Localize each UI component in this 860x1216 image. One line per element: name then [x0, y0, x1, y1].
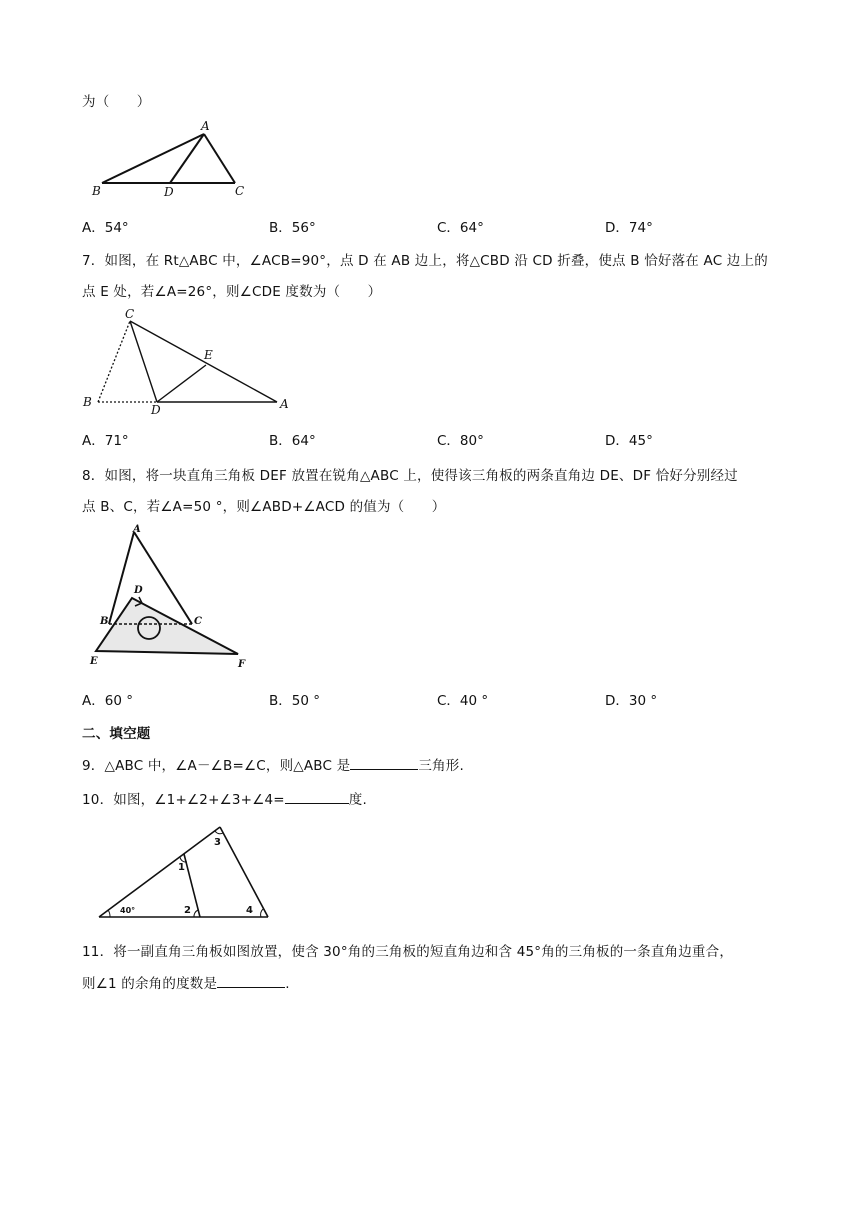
q7-stem-line2: 点 E 处，若∠A=26°，则∠CDE 度数为（ ）	[82, 284, 382, 300]
q8-label-c: C	[194, 616, 202, 627]
q8-label-d: D	[134, 585, 143, 596]
q6-label-d: D	[164, 185, 174, 199]
q9-answer-blank[interactable]	[350, 756, 418, 770]
q10-label-1: 1	[178, 862, 185, 873]
q7-option-d[interactable]: D．45°	[605, 433, 653, 449]
q10-text-before: 10．如图，∠1+∠2+∠3+∠4=	[82, 792, 285, 808]
q7-option-b[interactable]: B．64°	[269, 433, 316, 449]
q9-text-after: 三角形.	[418, 758, 464, 774]
q11-answer-blank[interactable]	[217, 974, 285, 988]
q7-figure	[80, 306, 300, 416]
q10-text-after: 度.	[348, 792, 367, 808]
q6-figure	[90, 118, 260, 198]
q6-label-b: B	[92, 184, 101, 198]
q6-stem-tail: 为（ ）	[82, 94, 151, 110]
q10-label-4: 4	[246, 905, 253, 916]
q8-option-d[interactable]: D．30 °	[605, 693, 658, 709]
q8-label-f: F	[238, 659, 246, 670]
q6-option-a[interactable]: A．54°	[82, 220, 129, 236]
q10-label-3: 3	[214, 837, 221, 848]
q8-option-c[interactable]: C．40 °	[437, 693, 489, 709]
q8-option-a[interactable]: A．60 °	[82, 693, 133, 709]
q11-stem-line1: 11．将一副直角三角板如图放置，使含 30°角的三角板的短直角边和含 45°角的三角板的一条直角边重合，	[82, 944, 734, 960]
q8-option-b[interactable]: B．50 °	[269, 693, 320, 709]
q8-stem-line1: 8．如图，将一块直角三角板 DEF 放置在锐角△ABC 上，使得该三角板的两条直角边 DE、DF 恰好分别经过	[82, 468, 738, 484]
q6-option-c[interactable]: C．64°	[437, 220, 484, 236]
q7-label-a: A	[280, 397, 289, 411]
q7-option-a[interactable]: A．71°	[82, 433, 129, 449]
section-heading: 二、填空题	[82, 726, 151, 742]
q11-stem-line2	[82, 972, 290, 992]
q6-label-a: A	[201, 119, 210, 133]
q6-option-d[interactable]: D．74°	[605, 220, 653, 236]
q10-figure	[96, 822, 276, 922]
q10-label-40deg: 40°	[120, 906, 136, 915]
q7-option-c[interactable]: C．80°	[437, 433, 484, 449]
q9-stem	[82, 754, 464, 774]
q8-figure	[88, 526, 258, 671]
q8-label-b: B	[100, 616, 109, 627]
q8-label-a: A	[133, 524, 141, 535]
q10-stem	[82, 788, 367, 808]
q9-text-before: 9．△ABC 中，∠A－∠B=∠C，则△ABC 是	[82, 758, 351, 774]
q10-answer-blank[interactable]	[285, 790, 349, 804]
q8-stem-line2: 点 B、C，若∠A=50 °，则∠ABD+∠ACD 的值为（ ）	[82, 499, 446, 515]
q7-stem-line1: 7．如图，在 Rt△ABC 中，∠ACB=90°，点 D 在 AB 边上，将△CBD 沿 CD 折叠，使点 B 恰好落在 AC 边上的	[82, 253, 768, 269]
q11-text-after: .	[285, 976, 290, 992]
q8-label-e: E	[90, 656, 98, 667]
q6-label-c: C	[235, 184, 245, 198]
q7-label-c: C	[125, 307, 135, 321]
q7-label-b: B	[83, 395, 92, 409]
q11-text-before: 则∠1 的余角的度数是	[82, 976, 218, 992]
q7-label-e: E	[204, 348, 213, 362]
q7-label-d: D	[151, 403, 161, 417]
q6-option-b[interactable]: B．56°	[269, 220, 316, 236]
q10-label-2: 2	[184, 905, 191, 916]
